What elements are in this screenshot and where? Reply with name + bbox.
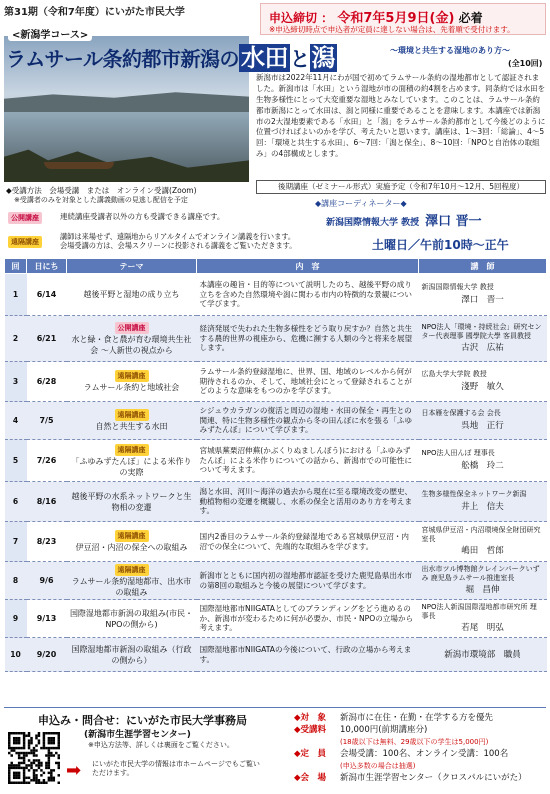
row-date: 7/5 (27, 402, 67, 440)
title-keyword-lagoon: 潟 (311, 44, 335, 72)
row-date: 8/16 (27, 482, 67, 522)
lecturer-org: NPO法人田んぼ 理事長 (421, 449, 495, 458)
row-tag: 遠隔講座 (115, 444, 149, 456)
coordinator-org: 新潟国際情報大学 教授 (326, 218, 420, 228)
table-row (5, 522, 547, 562)
col-header-1: 日にち (27, 259, 67, 274)
subtitle: ～環境と共生する湿地のあり方～ (390, 46, 510, 55)
requirement-row (294, 772, 544, 784)
row-number: 9 (5, 600, 27, 638)
schedule-table (4, 258, 547, 672)
inquiry-title: 申込み・問合せ：にいがた市民大学事務局 (38, 714, 247, 727)
lecturer-name: 堀 昌伸 (465, 585, 500, 596)
row-theme-text: 「ふゆみずたんぼ」による米作りの実際 (71, 456, 192, 477)
intro-text: 新潟市は2022年11月にわが国で初めてラムサール条約の湿地都市として認証されました。新潟市は「水田」という湿地が市の面積の約4割を占めます。同条約では水田を生物多様性にとって大変重要な湿地とみなしています。このことは、ラムサール条約都市新潟にとって水田は、潟と同様に重要であることを意味します。本講座では新潟市の2大湿地要素である「水田」と「潟」をラムサール条約都市として今後どのように位置づければよいのかを学び、考えたいと思います。講座は、1～3回：「総論」、4～5回：「環境と共生する水田」、6～7回：「潟と保全」、8～10回：「NPOと自治体の取組み」の4部構成とします。 (256, 73, 546, 159)
table-row (5, 440, 547, 482)
qr-code[interactable] (8, 732, 60, 784)
title-pre: ラムサール条約都市新潟の (6, 47, 239, 71)
lecturer-name: 澤口 晋一 (461, 294, 504, 305)
row-number: 7 (5, 522, 27, 562)
lecturer-org: 出水市ツル博物館クレインパークいずみ 鹿児島ラムサール推進室長 (421, 564, 540, 582)
details-note: ※申込方法等、詳しくは裏面をご覧ください。 (88, 741, 234, 749)
row-lecturer (419, 316, 547, 362)
row-lecturer (419, 482, 547, 522)
row-theme-text: 水と緑・食と農が育む環境共生社会 ～人新世の視点から (71, 334, 192, 355)
row-theme-text: 国際湿地都市新潟の取組み（行政の側から） (71, 644, 192, 665)
row-number: 4 (5, 402, 27, 440)
table-row (5, 274, 547, 316)
row-date: 9/20 (27, 638, 67, 672)
row-lecturer (419, 402, 547, 440)
row-theme (67, 562, 197, 600)
table-row (5, 562, 547, 600)
footer (4, 707, 546, 791)
row-content: 宮城県蕪栗沼伸蕪(かぶくりぬましんぼう)における「ふゆみずたんぼ」による米作りについての話から、新潟市での可能性について考えます。 (197, 440, 419, 482)
requirement-key: ◆会 場 (294, 773, 327, 783)
row-content: 国際湿地都市NIIGATAの今後について、行政の立場から考えます。 (197, 638, 419, 672)
col-header-4: 講 師 (419, 259, 547, 274)
row-theme (67, 316, 197, 362)
row-theme (67, 638, 197, 672)
requirement-row (294, 748, 544, 772)
row-theme (67, 402, 197, 440)
title-mid: と (290, 47, 310, 71)
row-number: 10 (5, 638, 27, 672)
col-header-3: 内 容 (197, 259, 419, 274)
inquiry-sub: (新潟市生涯学習センター) (84, 730, 191, 740)
row-theme-text: 国際湿地都市新潟の取組み(市民・NPOの側から) (69, 608, 194, 629)
table-row (5, 316, 547, 362)
arrow-icon: ➡ (66, 760, 82, 781)
reception-note: ※受講者のみを対象とした講義動画の見逃し配信を予定 (14, 196, 188, 204)
row-lecturer (419, 522, 547, 562)
row-tag: 遠隔講座 (115, 530, 149, 542)
table-row (5, 362, 547, 402)
row-theme (67, 522, 197, 562)
row-theme-text: 自然と共生する水田 (95, 422, 168, 431)
row-tag: 公開講座 (115, 322, 149, 334)
issue-label: 第31期（令和7年度）にいがた市民大学 (4, 7, 185, 18)
row-lecturer (419, 440, 547, 482)
row-lecturer (419, 600, 547, 638)
row-lecturer (419, 274, 547, 316)
row-theme-text: ラムサール条約と地域社会 (83, 383, 180, 392)
lecturer-org: NPO法人「環境・持続社会」研究センター代表理事 國學院大學 客員教授 (421, 322, 542, 340)
row-number: 8 (5, 562, 27, 600)
table-row (5, 402, 547, 440)
row-number: 2 (5, 316, 27, 362)
row-content: 本講座の趣旨・目的等について説明したのち、越後平野の成り立ちを含めた自然環境や潟に関わる市内の特徴的な景観について学びます。 (197, 274, 419, 316)
requirement-row (294, 712, 544, 724)
lecturer-name: 古沢 広祐 (461, 343, 504, 354)
row-date: 8/23 (27, 522, 67, 562)
row-theme (67, 274, 197, 316)
table-row (5, 638, 547, 672)
row-content: 新潟市とともに国内初の湿地都市認証を受けた鹿児島県出水市の第8回の取組みと今後の展望について学びます。 (197, 562, 419, 600)
row-content: 潟と水田、河川～海洋の過去から現在に至る環境改変の歴史、動植物相の変遷を概観し、水系の保全と活用のあり方を考えます。 (197, 482, 419, 522)
coordinator-label: ◆講座コーディネーター◆ (315, 199, 407, 208)
row-lecturer (419, 362, 547, 402)
lecturer-org: 生物多様性保全ネットワーク新潟 (421, 490, 527, 499)
deadline-date: 令和7年5月9日(金) (337, 11, 455, 26)
row-content: 経済発展で失われた生物多様性をどう取り戻すか？自然と共生する農的世界の視座から、危機に瀕する人類の今と将来を展望します。 (197, 316, 419, 362)
row-content: 国内2番目のラムサール条約登録湿地である宮城県伊豆沼・内沼での保全について、先端的な取組みを学びます。 (197, 522, 419, 562)
row-lecturer (419, 562, 547, 600)
page-title (6, 38, 337, 73)
requirement-row (294, 724, 544, 748)
row-content: ラムサール条約登録湿地に、世界、国、地域のレベルから何が期待されるのか、そして、地域社会にとって登録されることがどのような意味をもつのかを学びます。 (197, 362, 419, 402)
qr-note: にいがた市民大学の情報は市ホームページでもご覧いただけます。 (92, 760, 260, 778)
row-number: 6 (5, 482, 27, 522)
col-header-2: テーマ (67, 259, 197, 274)
requirement-key: ◆受講料 (294, 725, 327, 735)
row-number: 3 (5, 362, 27, 402)
lecturer-name: 井上 信夫 (461, 501, 504, 512)
lecturer-org: 新潟国際情報大学 教授 (421, 283, 494, 292)
lecturer-name: 舩橋 玲二 (461, 460, 504, 471)
row-date: 6/21 (27, 316, 67, 362)
row-date: 6/14 (27, 274, 67, 316)
deadline-box (260, 3, 546, 35)
course-label: <新潟学コース> (8, 26, 92, 41)
lecturer-name: 淺野 敏久 (461, 381, 504, 392)
row-theme-text: ラムサール条約湿地都市、出水市の取組み (71, 576, 192, 597)
requirement-key: ◆対 象 (294, 713, 327, 723)
row-theme (67, 440, 197, 482)
requirement-key: ◆定 員 (294, 749, 327, 759)
deadline-prefix: 申込締切 ： (269, 11, 334, 25)
row-content: 国際湿地都市NIIGATAとしてのブランディングをどう進めるのか、新潟市が変わるために何が必要か、市民・NPOの立場から考えます。 (197, 600, 419, 638)
schedule-time: 土曜日／午前10時～正午 (372, 238, 509, 252)
coordinator (326, 210, 482, 229)
total-sessions: (全10回) (508, 59, 543, 68)
row-date: 7/26 (27, 440, 67, 482)
row-theme (67, 362, 197, 402)
requirement-value: 会場受講：100名、オンライン受講：100名 (申込多数の場合は抽選) (340, 749, 509, 770)
row-lecturer (419, 638, 547, 672)
lecturer-name: 嶋田 哲郎 (461, 546, 504, 557)
public-text: 連続講座受講者以外の方も受講できる講座です。 (60, 212, 225, 221)
title-keyword-rice: 水田 (241, 44, 288, 72)
row-theme (67, 482, 197, 522)
deadline-note: ※申込締切時点で申込者が定員に達しない場合は、先着順で受付けます。 (269, 25, 515, 34)
later-course-note: 後期講座（ゼミナール形式）実施予定（令和7年10月～12月、5回程度） (256, 180, 546, 194)
row-tag: 遠隔講座 (115, 564, 149, 576)
deadline-suffix: 必着 (458, 11, 483, 25)
requirement-value: 新潟市に在住・在勤・在学する方を優先 (340, 713, 494, 723)
coordinator-name: 澤口 晋一 (425, 214, 482, 229)
requirement-value: 新潟市生涯学習センター（クロスパルにいがた） (340, 773, 527, 783)
lecturer-name: 若尾 明弘 (461, 623, 504, 634)
lecturer-org: 宮城県伊豆沼・内沼環境保全財団研究室長 (421, 525, 541, 543)
row-theme-text: 伊豆沼・内沼の保全への取組み (75, 543, 188, 552)
remote-tag: 遠隔講座 (8, 236, 42, 248)
requirements (294, 712, 544, 784)
row-theme-text: 越後平野と湿地の成り立ち (83, 290, 180, 299)
row-date: 9/6 (27, 562, 67, 600)
row-theme-text: 越後平野の水系ネットワークと生物相の変遷 (71, 491, 192, 512)
col-header-0: 回 (5, 259, 27, 274)
table-row (5, 482, 547, 522)
row-tag: 遠隔講座 (115, 409, 149, 421)
row-content: シジュウカラガンの復活と周辺の湿地・水田の保全・再生との関連、特に生物多様性の観点から冬の田んぼに水を張る「ふゆみずたんぼ」について学びます。 (197, 402, 419, 440)
table-row (5, 600, 547, 638)
remote-text-1: 講師は来場せず、遠隔地からリアルタイムでオンライン講義を行います。 (60, 232, 296, 241)
row-number: 1 (5, 274, 27, 316)
public-tag: 公開講座 (8, 212, 42, 224)
lecturer-org: 日本雁を保護する会 会長 (421, 409, 501, 418)
remote-text-2: 会場受講の方は、会場スクリーンに投影される講義をご覧いただきます。 (60, 241, 297, 250)
row-date: 9/13 (27, 600, 67, 638)
requirement-value: 10,000円(前期講座分) (18歳以下は無料、29歳以下の学生は5,000円) (340, 725, 489, 746)
lecturer-org: 広島大学大学院 教授 (421, 370, 487, 379)
row-theme (67, 600, 197, 638)
lecturer-name: 呉地 正行 (461, 420, 504, 431)
row-number: 5 (5, 440, 27, 482)
lecturer-name: 新潟市環境部 職員 (444, 649, 521, 660)
reception-method: ◆受講方法 会場受講 または オンライン受講(Zoom) (6, 186, 197, 195)
row-tag: 遠隔講座 (115, 370, 149, 382)
remote-text (60, 232, 296, 250)
lecturer-org: NPO法人新潟国際湿地都市研究所 理事長 (421, 602, 537, 620)
row-date: 6/28 (27, 362, 67, 402)
